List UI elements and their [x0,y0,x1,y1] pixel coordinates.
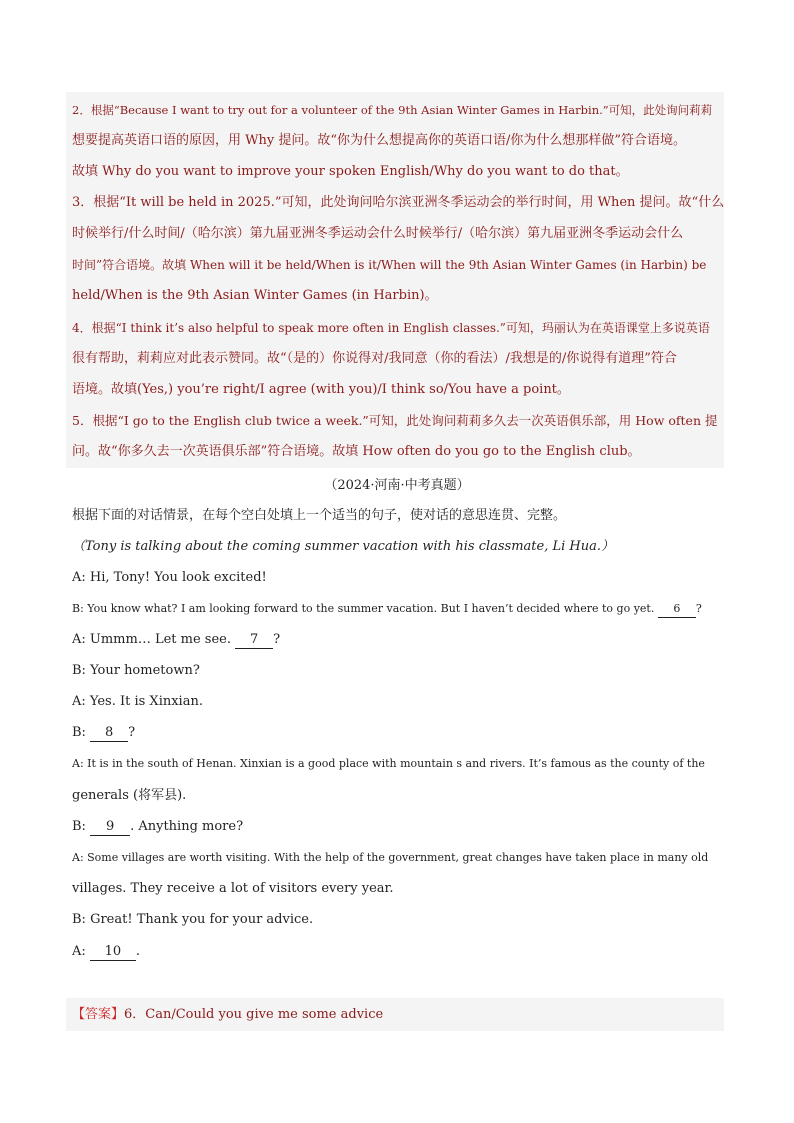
dialogue-context: （Tony is talking about the coming summer vacation with his classmate, Li Hua.） [72,539,614,554]
explanation-line: 5．根据“I go to the English club twice a week.”可知，此处询问莉莉多久去一次英语俱乐部，用 How often 提 [72,413,718,428]
dialogue-line: A: Some villages are worth visiting. With the help of the government, great changes have taken place in many old [72,851,709,864]
dialogue-line [72,817,243,837]
explanation-line: 4．根据“I think it’s also helpful to speak more often in English classes.”可知，玛丽认为在英语课堂上多说英语 [72,321,710,335]
dialogue-text: . [135,944,141,959]
dialogue-line: A: Yes. It is Xinxian. [72,694,203,709]
question-instruction: 根据下面的对话情景，在每个空白处填上一个适当的句子，使对话的意思连贯、完整。 [72,508,567,523]
dialogue-line: A: It is in the south of Henan. Xinxian is a good place with mountain s and rivers. It’s famous as the county of the [72,757,705,770]
dialogue-text: B: You know what? I am looking forward to the summer vacation. But I haven’t decided where to go yet. [72,602,658,615]
explanation-line: 很有帮助，莉莉应对此表示赞同。故“（是的）你说得对/我同意（你的看法）/我想是的/你说得有道理”符合 [72,351,677,366]
dialogue-line: B: Great! Thank you for your advice. [72,912,314,927]
answer-line [72,1005,383,1025]
explanation-line: 问。故“你多久去一次英语俱乐部”符合语境。故填 How often do you go to the English club。 [72,444,641,459]
explanation-line: held/When is the 9th Asian Winter Games (in Harbin)。 [72,288,438,303]
explanation-line: 时候举行/什么时间/（哈尔滨）第九届亚洲冬季运动会什么时候举行/（哈尔滨）第九届亚洲冬季运动会什么 [72,226,684,241]
blank-8[interactable]: 8 [90,725,128,742]
explanation-line: 2．根据“Because I want to try out for a volunteer of the 9th Asian Winter Games in Harbin.”可知，此处询问莉莉 [72,103,713,117]
answer-tag: 【答案】 [72,1007,125,1022]
dialogue-text: A: Ummm… Let me see. [72,632,236,647]
dialogue-line: generals (将军县). [72,788,187,803]
dialogue-line [72,630,280,650]
dialogue-line: A: Hi, Tony! You look excited! [72,570,267,585]
blank-6[interactable]: 6 [658,601,696,618]
blank-10[interactable]: 10 [90,944,136,961]
dialogue-line: villages. They receive a lot of visitors every year. [72,881,394,896]
explanation-line: 语境。故填(Yes,) you’re right/I agree (with you)/I think so/You have a point。 [72,382,570,397]
dialogue-line [72,723,135,743]
dialogue-text: B: [72,819,91,834]
dialogue-text: B: [72,725,91,740]
explanation-line: 3．根据“It will be held in 2025.”可知，此处询问哈尔滨亚洲冬季运动会的举行时间，用 When 提问。故“什么 [72,195,725,210]
dialogue-line: B: Your hometown? [72,663,200,678]
dialogue-line [72,599,702,619]
dialogue-line [72,942,140,962]
answer-text: 6．Can/Could you give me some advice [124,1007,384,1022]
dialogue-text: . Anything more? [130,819,244,834]
blank-7[interactable]: 7 [235,632,273,649]
question-source: （2024·河南·中考真题） [324,478,470,493]
blank-9[interactable]: 9 [90,819,130,836]
dialogue-text: A: [72,944,90,959]
explanation-line: 想要提高英语口语的原因，用 Why 提问。故“你为什么想提高你的英语口语/你为什么想那样做”符合语境。 [72,133,687,148]
explanation-line: 时间”符合语境。故填 When will it be held/When is it/When will the 9th Asian Winter Games (in Harbin) be [72,258,707,272]
dialogue-text: ? [695,602,702,615]
dialogue-text: ? [273,632,281,647]
explanation-line: 故填 Why do you want to improve your spoken English/Why do you want to do that。 [72,164,629,179]
dialogue-text: ? [128,725,136,740]
